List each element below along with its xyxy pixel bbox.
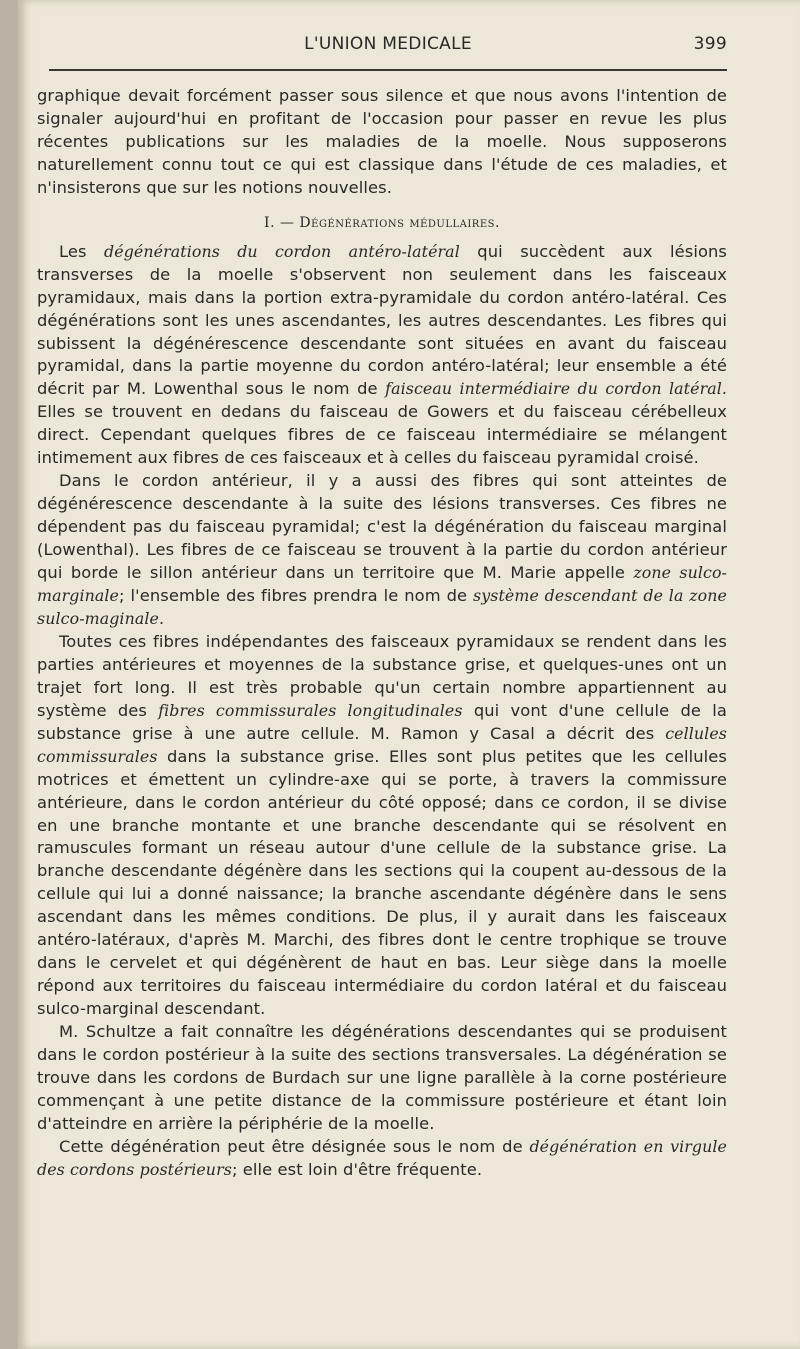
page-number: 399 <box>693 34 727 54</box>
running-head: L'UNION MEDICALE <box>304 34 472 54</box>
text-span: Elles se trouvent en dedans du faisceau de Gowers et du faisceau cérébelleux direct. Cependant quelques fibres de ce faisceau intermédiaire se mélangent intimement aux fibres de ces faisceaux et à celles du faisceau pyramidal croisé. <box>37 402 727 468</box>
text-span: qui succèdent aux lésions transverses de la moelle s'observent non seulement dans les faisceaux pyramidaux, mais dans la portion extra-pyramidale du cordon antéro-latéral. Ces dégénérations sont les unes ascendantes, les autres descendantes. Les fibres qui subissent la dégénérescence descendante sont situées en avant du faisceau pyramidal, dans la partie moyenne du cordon antéro-latéral; leur ensemble a été décrit par M. Lowenthal sous le nom de <box>37 241 728 399</box>
italic-term: dégénérations du cordon antéro-latéral <box>104 241 460 261</box>
text-span: Cette dégénération peut être désignée sous le nom de <box>59 1136 530 1156</box>
italic-term: système descendant de la zone sulco-maginale. <box>37 586 727 628</box>
text-span: ; l'ensemble des fibres prendra le nom de <box>119 586 474 605</box>
body-text <box>37 85 727 1182</box>
text-span: Toutes ces fibres indépendantes des faisceaux pyramidaux se rendent dans les parties antérieures et moyennes de la substance grise, et quelques-unes ont un trajet fort long. Il est très probable qu'un certain nombre appartiennent au système des <box>37 631 727 720</box>
paragraph-continued: graphique devait forcément passer sous silence et que nous avons l'intention de signaler aujourd'hui en profitant de l'occasion pour passer en revue les plus récentes publications sur les maladies de la moelle. Nous supposerons naturellement connu tout ce qui est classique dans l'étude de ces maladies, et n'insisterons que sur les notions nouvelles. <box>37 86 727 197</box>
text-span: Dans le cordon antérieur, il y a aussi des fibres qui sont atteintes de dégénérescence descendante à la suite des lésions transverses. Ces fibres ne dépendent pas du faisceau pyramidal; c'est la dégénération du faisceau marginal (Lowenthal). Les fibres de ce faisceau se trouvent à la partie du cordon antérieur qui borde le sillon antérieur dans un territoire que M. Marie appelle <box>37 471 727 583</box>
italic-term: dégénération en virgule des cordons postérieurs <box>37 1136 728 1179</box>
paragraph <box>37 241 727 471</box>
text-span: Les <box>59 241 105 261</box>
paragraph: M. Schultze a fait connaître les dégénérations descendantes qui se produisent dans le cordon postérieur à la suite des sections transversales. La dégénération se trouve dans les cordons de Burdach sur une ligne parallèle à la corne postérieure commençant à une petite distance de la commissure postérieure et étant loin d'atteindre en arrière la périphérie de la moelle. <box>37 1022 727 1133</box>
paragraph <box>37 1136 727 1182</box>
italic-term: faisceau intermédiaire du cordon latéral. <box>385 379 728 399</box>
paragraph <box>37 631 727 1021</box>
section-heading-text: I. — Dégénérations médullaires. <box>264 214 500 231</box>
paragraph <box>37 470 727 631</box>
header-rule <box>49 69 727 71</box>
text-span: qui vont d'une cellule de la substance grise à une autre cellule. M. Ramon y Casal a décrit des <box>37 700 727 743</box>
text-span: dans la substance grise. Elles sont plus petites que les cellules motrices et émettent un cylindre-axe qui se porte, à travers la commissure antérieure, dans le cordon antérieur du côté opposé; dans ce cordon, il se divise en une branche montante et une branche descendante qui se résolvent en ramuscules formant un réseau autour d'une cellule de la substance grise. La branche descendante dégénère dans les sections qui la coupent au-dessous de la cellule qui lui a donné naissance; la branche ascendante dégénère dans le sens ascendant dans les mêmes conditions. De plus, il y aurait dans les faisceaux antéro-latéraux, d'après M. Marchi, des fibres dont le centre trophique se trouve dans le cervelet et qui dégénèrent de haut en bas. Leur siège dans la moelle répond aux territoires du faisceau intermédiaire du cordon latéral et du faisceau sulco-marginal descendant. <box>37 746 727 1019</box>
italic-term: fibres commissurales longitudinales <box>158 700 463 720</box>
page-header <box>49 34 727 58</box>
italic-term: cellules commissurales <box>37 723 727 766</box>
book-page <box>18 0 800 1349</box>
text-span: ; elle est loin d'être fréquente. <box>231 1159 483 1179</box>
section-heading <box>37 200 727 241</box>
italic-term: zone sulco-marginale <box>37 563 727 605</box>
